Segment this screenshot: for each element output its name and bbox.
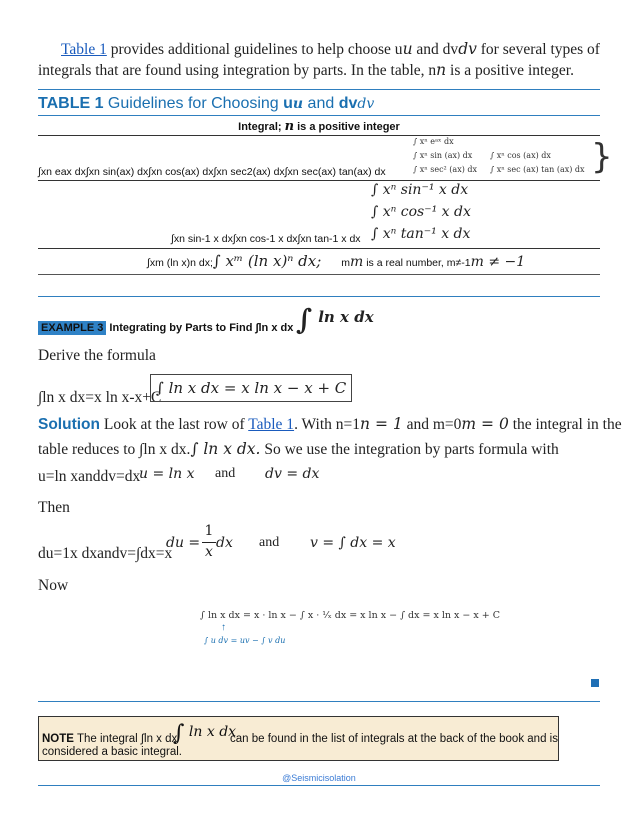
row3-rest: is a real number, m≠-1 — [363, 257, 471, 269]
now-text: Now — [38, 577, 69, 594]
intro-text-3: for several types of — [476, 41, 600, 58]
note-line-2: considered a basic integral. — [42, 746, 182, 758]
row1-math-0: ∫ xⁿ eᵃˣ dx — [413, 137, 454, 146]
row2-math-1: ∫ xⁿ cos⁻¹ x dx — [371, 204, 471, 220]
intro-dv-math: dv — [458, 40, 477, 58]
footer-credit[interactable]: @Seismicisolation — [282, 773, 356, 783]
note-t1: The integral ∫ln x dx — [73, 733, 178, 745]
du-den: x — [205, 544, 213, 560]
du-frac-bar — [202, 542, 216, 543]
note-label: NOTE — [42, 733, 74, 745]
table-header-text: Integral; — [238, 121, 285, 133]
end-of-example-mark — [591, 679, 599, 687]
table-title-dv-img: dv — [357, 96, 375, 112]
intro-paragraph — [38, 39, 608, 81]
formula-text: ∫ln x dx=x ln x-x+C — [38, 389, 162, 406]
solution-t3: and m=0 — [402, 416, 462, 433]
table-title-u: u — [283, 95, 293, 112]
table-header-rest: is a positive integer — [294, 121, 400, 133]
solution-line-2 — [38, 439, 559, 460]
intro-n-math: n — [436, 61, 447, 79]
table-title — [38, 95, 374, 113]
uv-u-math: u = ln x — [139, 466, 195, 482]
row3-math: ∫ xᵐ (ln x)ⁿ dx; — [212, 252, 322, 270]
du-dx: dx — [216, 535, 233, 551]
row2-math-0: ∫ xⁿ sin⁻¹ x dx — [371, 182, 469, 198]
example-title: Integrating by Parts to Find ∫ln x dx — [106, 322, 294, 334]
row1-math-3: ∫ xⁿ sec² (ax) dx — [413, 165, 477, 174]
solution-line2: table reduces to ∫ln x dx. — [38, 441, 191, 458]
row2-math-2: ∫ xⁿ tan⁻¹ x dx — [371, 226, 471, 242]
intro-line-2b: is a positive integer. — [446, 62, 574, 79]
solution-t4: the integral in the — [508, 416, 622, 433]
row3-text: ∫xm (ln x)n dx; — [147, 257, 213, 269]
note-line-1 — [42, 733, 177, 745]
v-math: v = ∫ dx = x — [310, 535, 396, 551]
table-header-rule — [38, 135, 600, 136]
table-title-a: Guidelines for Choosing — [103, 95, 284, 112]
row1-rule — [38, 180, 600, 181]
solution-line2-rest: So we use the integration by parts formula with — [260, 441, 559, 458]
note-t2: can be found in the list of integrals at the back of the book and is — [230, 733, 558, 745]
table-title-u-img: u — [292, 96, 304, 112]
row1-text: ∫xn eax dx∫xn sin(ax) dx∫xn cos(ax) dx∫xn sec2(ax) dx∫xn sec(ax) tan(ax) dx — [38, 166, 386, 178]
solution-table-link[interactable]: Table 1 — [248, 416, 295, 433]
du-lhs: du = — [166, 535, 201, 551]
intro-text-2: and dv — [412, 41, 459, 58]
row1-math-2: ∫ xⁿ cos (ax) dx — [490, 151, 551, 160]
du-num: 1 — [204, 523, 214, 539]
row1-math-4: ∫ xⁿ sec (ax) tan (ax) dx — [490, 165, 585, 174]
solution-m-math: m = 0 — [461, 415, 509, 433]
row1-math-1: ∫ xⁿ sin (ax) dx — [413, 151, 473, 160]
row1-brace: } — [591, 137, 613, 177]
example-badge: EXAMPLE 3 — [38, 321, 106, 335]
chain-equation: ∫ ln x dx = x · ln x − ∫ x · ¹⁄ₓ dx = x ln x − ∫ dx = x ln x − x + C — [200, 610, 501, 621]
table-label: TABLE 1 — [38, 95, 104, 112]
table-title-rule — [38, 115, 600, 116]
row2-rule — [38, 248, 600, 249]
table-header-n: n — [284, 119, 295, 134]
note-math: ∫ ln x dx — [173, 721, 237, 746]
row3-m: m — [341, 257, 351, 269]
table-bottom-rule — [38, 274, 600, 275]
table-title-dv: dv — [338, 95, 358, 112]
example-top-rule — [38, 296, 600, 297]
row3-rest-math: m ≠ −1 — [470, 254, 526, 270]
intro-line-2a: integrals that are found using integration by parts. In the table, n — [38, 62, 437, 79]
du-and: and — [259, 535, 280, 550]
solution-n-math: n = 1 — [360, 415, 403, 433]
table-header — [38, 119, 600, 134]
row3-m-math: m — [350, 254, 364, 270]
uv-dv-math: dv = dx — [265, 466, 320, 482]
table-top-rule — [38, 89, 600, 90]
solution-label: Solution — [38, 416, 100, 433]
row2-text: ∫xn sin-1 x dx∫xn cos-1 x dx∫xn tan-1 x dx — [171, 233, 361, 245]
uv-text: u=ln xanddv=dx — [38, 468, 141, 485]
solution-line-1 — [38, 414, 622, 435]
intro-u-math: u — [402, 40, 413, 58]
solution-line2-math: ∫ ln x dx. — [190, 440, 261, 458]
example-title-math: ∫ ln x dx — [296, 303, 374, 336]
du-text: du=1x dxandv=∫dx=x — [38, 545, 173, 562]
note-top-rule — [38, 701, 600, 702]
solution-t1: Look at the last row of — [100, 416, 249, 433]
formula-boxed: ∫ ln x dx = x ln x − x + C — [150, 374, 352, 402]
ibp-hint: ∫ u dv = uv − ∫ v du — [204, 636, 286, 645]
then-text: Then — [38, 499, 70, 516]
intro-text-1: provides additional guidelines to help choose u — [106, 41, 403, 58]
footer-rule — [38, 785, 600, 786]
derive-text: Derive the formula — [38, 347, 156, 364]
row3 — [147, 252, 525, 272]
solution-t2: . With n=1 — [294, 416, 361, 433]
chain-arrow: ↑ — [221, 622, 226, 633]
example-header — [38, 322, 293, 334]
table-title-and: and — [303, 95, 339, 112]
uv-and: and — [215, 466, 236, 481]
table-1-link[interactable]: Table 1 — [61, 41, 107, 58]
note-box — [38, 716, 559, 761]
